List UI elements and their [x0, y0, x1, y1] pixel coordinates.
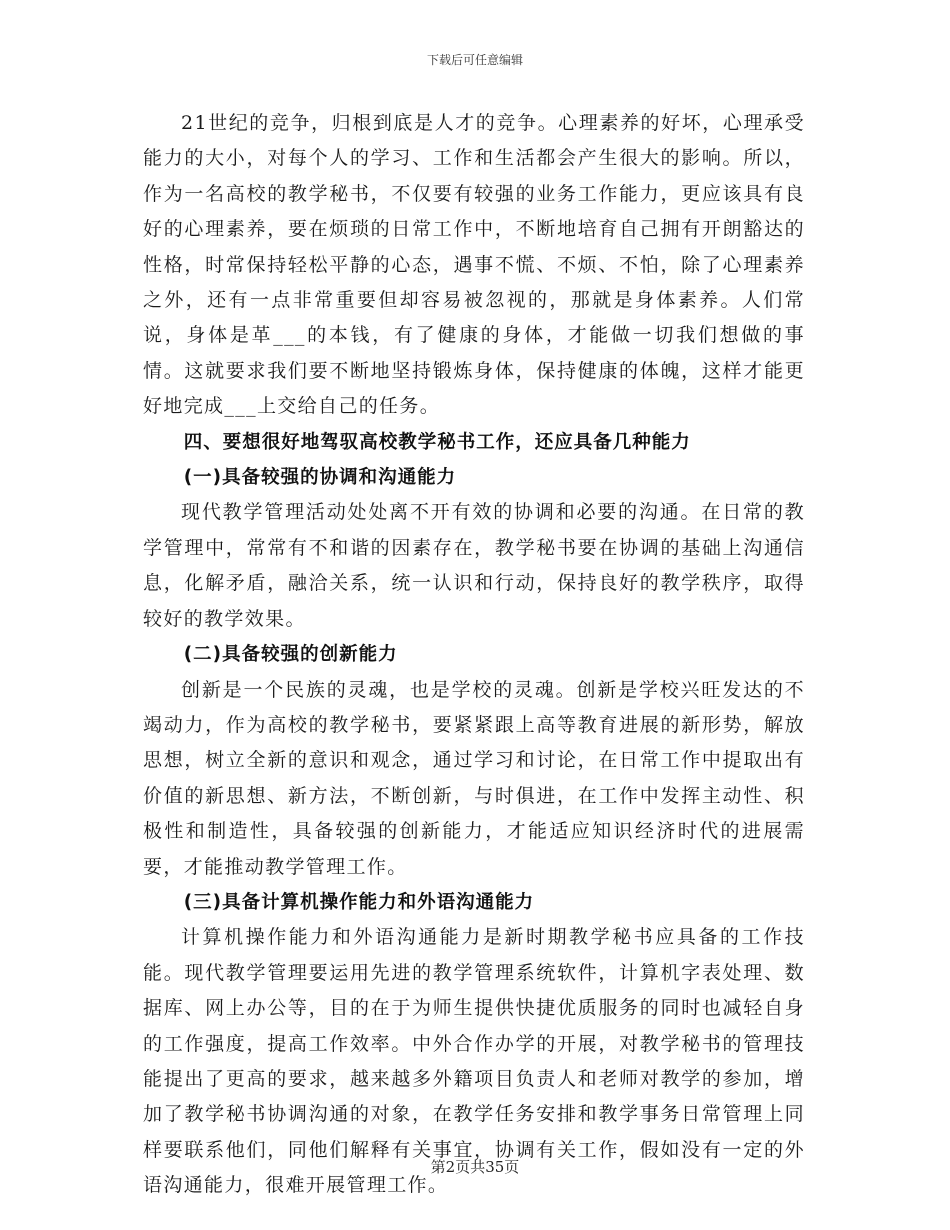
- section-heading-4: 四、要想很好地驾驭高校教学秘书工作，还应具备几种能力: [183, 431, 691, 453]
- page-number: 第2页共35页: [430, 1158, 520, 1176]
- subheading-coordination: (一)具备较强的协调和沟通能力: [183, 467, 457, 489]
- paragraph-innovation: 创新是一个民族的灵魂，也是学校的灵魂。创新是学校兴旺发达的不竭动力，作为高校的教学秘书，要紧紧跟上高等教育进展的新形势，解放思想，树立全新的意识和观念，通过学习和讨论，在日常工作中提取出有价值的新思想、新方法，不断创新，与时俱进，在工作中发挥主动性、积极性和制造性，具备较强的创新能力，才能适应知识经济时代的进展需要，才能推动教学管理工作。: [143, 678, 805, 878]
- subheading-innovation: (二)具备较强的创新能力: [183, 644, 398, 666]
- subheading-computer-language: (三)具备计算机操作能力和外语沟通能力: [183, 891, 535, 913]
- document-body: [143, 106, 805, 1204]
- page-header-note: 下载后可任意编辑: [426, 53, 523, 67]
- paragraph-qualities: 21世纪的竞争，归根到底是人才的竞争。心理素养的好坏，心理承受能力的大小，对每个人的学习、工作和生活都会产生很大的影响。所以，作为一名高校的教学秘书，不仅要有较强的业务工作能力，更应该具有良好的心理素养，要在烦琐的日常工作中，不断地培育自己拥有开朗豁达的性格，时常保持轻松平静的心态，遇事不慌、不烦、不怕，除了心理素养之外，还有一点非常重要但却容易被忽视的，那就是身体素养。人们常说，身体是革___的本钱，有了健康的身体，才能做一切我们想做的事情。这就要求我们要不断地坚持锻炼身体，保持健康的体魄，这样才能更好地完成___上交给自己的任务。: [143, 112, 805, 418]
- paragraph-computer-language: 计算机操作能力和外语沟通能力是新时期教学秘书应具备的工作技能。现代教学管理要运用先进的教学管理系统软件，计算机字表处理、数据库、网上办公等，目的在于为师生提供快捷优质服务的同时也减轻自身的工作强度，提高工作效率。中外合作办学的开展，对教学秘书的管理技能提出了更高的要求，越来越多外籍项目负责人和老师对教学的参加，增加了教学秘书协调沟通的对象，在教学任务安排和教学事务日常管理上同样要联系他们，同他们解释有关事宜，协调有关工作，假如没有一定的外语沟通能力，很难开展管理工作。: [143, 926, 805, 1197]
- paragraph-coordination: 现代教学管理活动处处离不开有效的协调和必要的沟通。在日常的教学管理中，常常有不和谐的因素存在，教学秘书要在协调的基础上沟通信息，化解矛盾，融洽关系，统一认识和行动，保持良好的教学秩序，取得较好的教学效果。: [143, 501, 805, 630]
